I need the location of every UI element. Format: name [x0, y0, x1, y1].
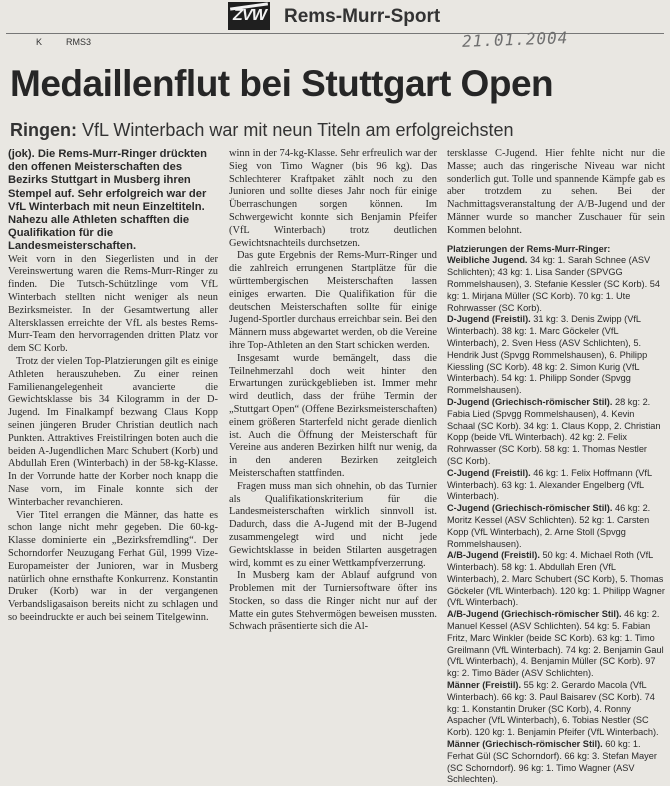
result-entry [447, 503, 665, 550]
article-column-2 [229, 148, 437, 633]
result-entry [447, 609, 665, 680]
result-category: Männer (Griechisch-römischer Stil). [447, 739, 603, 750]
masthead [0, 0, 670, 30]
result-category: C-Jugend (Griechisch-römischer Stil). [447, 503, 613, 514]
article-column-3 [447, 148, 665, 785]
result-text: 46 kg: 1. Felix Hoffmann (VfL Winterbach). 63 kg: 1. Alexander Engelberg (VfL Winterbach). [447, 467, 652, 502]
body-paragraph: Vier Titel errangen die Männer, das hatte es schon lange nicht mehr gegeben. Die 60-kg-Klasse dominierte ein „Bezirksfremdling“. Der Schorndorfer Neuzugang Ferhat Gül, 1999 Vize-Europameister der Junioren, war in Musberg natürlich ohne ernsthafte Konkurrenz. Konstantin Druker (Korb) war in der vergangenen Verbandsligasaison bereits nicht zu schlagen und so beeindruckte er auch bei seinem Titelgewinn. [8, 509, 218, 623]
result-category: A/B-Jugend (Griechisch-römischer Stil). [447, 609, 622, 620]
body-paragraph: In Musberg kam der Ablauf aufgrund von Problemen mit der Turniersoftware öfter ins Stocken, so dass die Ringer nicht nur auf der Matte ein gutes Stehvermögen beweisen mussten. Schwach präsentierte sich die Al- [229, 570, 437, 633]
article-subheadline [10, 120, 660, 141]
result-category: D-Jugend (Griechisch-römischer Stil). [447, 396, 613, 407]
results-title: Platzierungen der Rems-Murr-Ringer: [447, 243, 611, 254]
result-entry [447, 550, 665, 609]
body-paragraph: Trotz der vielen Top-Platzierungen gilt es einige Athleten herauszuheben. Zu einer reinen Familienangelegenheit avancierte die Gewichtsklasse bis 34 Kilogramm in der D-Jugend. Im Finalkampf bezwang Claus Kopp seinen jüngeren Bruder Christian deutlich nach Punkten. Attraktives Freistilringen boten auch die beiden A-Jugendlichen Marc Schubert (Korb) und Abdullah Eren (Winterbach) in der 58-kg-Klasse. In der Vorrunde hatte der Korber noch knapp die Nase vorn, im Finale konnte sich der Winterbacher revanchieren. [8, 356, 218, 508]
result-entry [447, 680, 665, 739]
article-lead: (jok). Die Rems-Murr-Ringer drückten den offenen Meisterschaften des Bezirks Stuttgart in Musberg ihren Stempel auf. Sehr erfolgreich war der VfL Winterbach mit neun Einzeltiteln. Nahezu alle Athleten schafften die Qualifikation für die Landesmeisterschaften. [8, 148, 207, 253]
result-text: 60 kg: 1. Ferhat Gül (SC Schorndorf). 66 kg: 3. Stefan Mayer (SC Schorndorf). 96 kg: 1. Timo Wagner (ASV Schlechten). [447, 739, 657, 785]
result-category: D-Jugend (Freistil). [447, 314, 531, 325]
result-category: C-Jugend (Freistil). [447, 467, 531, 478]
result-text: 46 kg: 2. Manuel Kessel (ASV Schlichten). 54 kg: 5. Fabian Fritz, Marc Winkler (beide SC Korb). 63 kg: 1. Timo Greilmann (VfL Winterbach). 74 kg: 2. Benjamin Gaul (VfL Winterbach), 4. Benjamin Müller (SC Korb). 97 kg: 2. Timo Bäder (ASV Schlichten). [447, 609, 664, 679]
logo-text: ZVW [231, 7, 268, 24]
newspaper-logo [228, 2, 270, 30]
edition-code: RMS3 [66, 37, 92, 47]
result-text: 31 kg: 3. Denis Zwipp (VfL Winterbach). 38 kg: 1. Marc Göckeler (VfL Winterbach), 2. Sven Hess (ASV Schlichten), 5. Hendrik Just (Spvgg Rommelshausen), 6. Philipp Kiessling (SC Korb). 48 kg: 2. Simon Kurig (VfL Winterbach). 54 kg: 1. Philipp Sonder (Spvgg Rommelshausen). [447, 314, 648, 396]
result-entry [447, 255, 665, 314]
result-entry [447, 468, 665, 503]
result-category: A/B-Jugend (Freistil). [447, 550, 540, 561]
result-category: Weibliche Jugend. [447, 255, 528, 266]
body-paragraph: Das gute Ergebnis der Rems-Murr-Ringer und die zahlreich errungenen Startplätze für die württembergischen Meisterschaften lassen einiges erwarten. Die Qualifikation für die deutschen Meisterschaften sollte für einige Jugend-Sportler durchaus erreichbar sein. Bei den Männern muss abgewartet werden, ob die Vereine ihre Top-Athleten an den Start schicken werden. [229, 250, 437, 351]
body-paragraph: Insgesamt wurde bemängelt, dass die Teilnehmerzahl doch weit hinter den Erwartungen zurückgeblieben ist. Immer mehr wird deutlich, dass der frühe Termin der „Stuttgart Open“ (Offene Bezirksmeisterschaften) einem größeren Starterfeld nicht gerade dienlich ist. Auch die Öffnung der Meisterschaft für Vereine aus anderen Bezirken hilft nur wenig, da in den anderen Bezirken zeitgleich Meisterschaften stattfinden. [229, 352, 437, 479]
result-entry [447, 397, 665, 468]
result-text: 50 kg: 4. Michael Roth (VfL Winterbach). 58 kg: 1. Abdullah Eren (VfL Winterbach), 2. Marc Schubert (SC Korb), 5. Thomas Göckeler (VfL Winterbach). 120 kg: 1. Philipp Wagner (VfL Winterbach). [447, 550, 665, 608]
result-text: 34 kg: 1. Sarah Schnee (ASV Schlichten); 43 kg: 1. Lisa Sander (SPVGG Rommelshausen), 3. Stefanie Kessler (SC Korb). 54 kg: 1. Mirjana Müller (SC Korb). 70 kg: 1. Ute Rohrwasser (SC Korb). [447, 255, 660, 313]
article-column-1 [8, 148, 218, 623]
result-text: 28 kg: 2. Fabia Lied (Spvgg Rommelshausen), 4. Kevin Schaal (SC Korb). 34 kg: 1. Claus Kopp, 2. Christian Kopp (beide VfL Winterbach). 42 kg: 2. Felix Rohrwasser (SC Korb). 58 kg: 1. Thomas Nestler (SC Korb). [447, 396, 661, 466]
results-list [447, 244, 665, 786]
section-title: Rems-Murr-Sport [284, 6, 441, 27]
article-headline: Medaillenflut bei Stuttgart Open [10, 63, 554, 104]
body-paragraph: Weit vorn in den Siegerlisten und in der Vereinswertung waren die Rems-Murr-Ringer zu finden. Die Tutsch-Schützlinge vom VfL Winterbach stellten nicht weniger als neun Bezirksmeister. In der Gesamtwertung aller Altersklassen erreichte der VfL als bestes Rems-Murr-Team den hervorragenden dritten Platz vor dem SC Korb. [8, 253, 218, 355]
page-code: K [36, 37, 43, 47]
body-paragraph: Fragen muss man sich ohnehin, ob das Turnier als Qualifikationskriterium für die Landesmeisterschaften wirklich sinnvoll ist. Dadurch, dass die A-Jugend mit der B-Jugend zusammengelegt wird und nicht jede Gewichtsklasse in beiden Stilarten ausgetragen wird, kommt es zu einer Wettkampfverzerrung. [229, 480, 437, 569]
result-text: 46 kg: 2. Moritz Kessel (ASV Schlichten). 52 kg: 1. Carsten Kopp (VfL Winterbach), 2. Arne Stoll (Spvgg Rommelshausen). [447, 503, 651, 549]
subheadline-kicker: Ringen: [10, 120, 77, 140]
body-paragraph: tersklasse C-Jugend. Hier fehlte nicht nur die Masse; auch das ringerische Niveau war nicht sonderlich gut. Tolle und spannende Kämpfe gab es aber trotzdem zu sehen. Bei der Nachmittagsveranstaltung der A/B-Jugend und der Männer wurde so mancher Zuschauer für sein Kommen belohnt. [447, 148, 665, 236]
result-entry [447, 739, 665, 786]
result-category: Männer (Freistil). [447, 680, 522, 691]
result-text: 55 kg: 2. Gerardo Macola (VfL Winterbach). 66 kg: 3. Paul Baisarev (SC Korb). 74 kg: 1. Konstantin Druker (SC Korb), 4. Ronny Aspacher (VfL Winterbach), 6. Tobias Nestler (SC Korb). 120 kg: 1. Benjamin Pfeifer (VfL Winterbach). [447, 680, 659, 738]
body-paragraph: winn in der 74-kg-Klasse. Sehr erfreulich war der Sieg von Timo Wagner (bis 96 kg). Das Schlechterer Kraftpaket zählt noch zu den Junioren und sollte dieses Jahr noch für einige Überraschungen sorgen können. Im Schwergewicht konnte sich Benjamin Pfeifer (VfL Winterbach) trotz deutlichen Gewichtsnachteils durchsetzen. [229, 148, 437, 249]
handwritten-date: 21.01.2004 [461, 28, 569, 51]
result-entry [447, 314, 665, 397]
subheadline-text: VfL Winterbach war mit neun Titeln am erfolgreichsten [82, 120, 514, 140]
